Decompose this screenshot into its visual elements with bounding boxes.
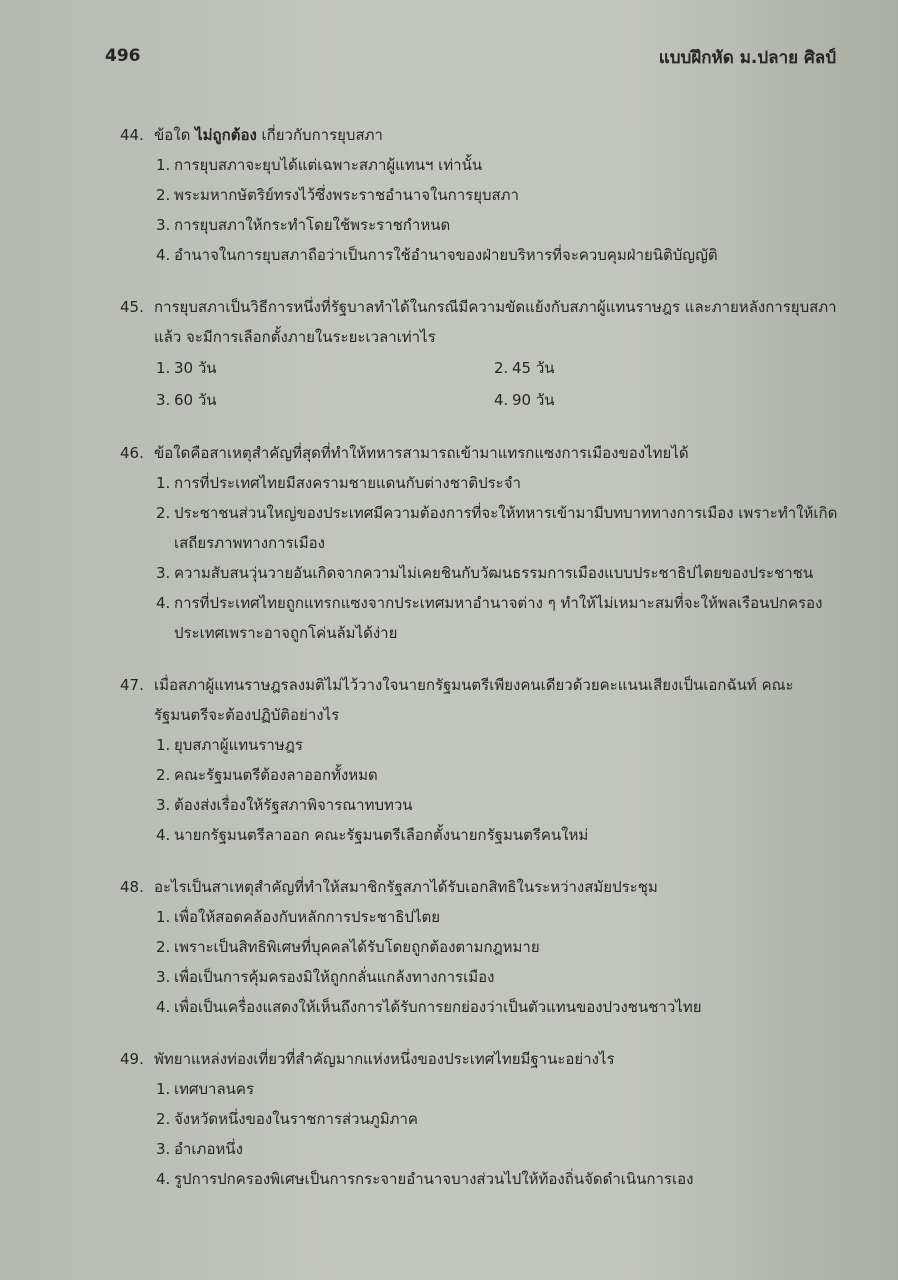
option-text: 60 วัน: [174, 391, 217, 409]
option-number: 2.: [156, 186, 171, 204]
option-list: [156, 730, 840, 850]
option-text: 30 วัน: [174, 359, 217, 377]
option-item: [156, 588, 840, 648]
question-number: 47.: [120, 676, 144, 694]
option-text: รูปการปกครองพิเศษเป็นการกระจายอำนาจบางส่วนไปให้ท้องถิ่นจัดดำเนินการเอง: [174, 1170, 694, 1188]
option-number: 1.: [156, 736, 171, 754]
option-text: ต้องส่งเรื่องให้รัฐสภาพิจารณาทบทวน: [174, 796, 413, 814]
option-item: [156, 932, 840, 962]
question-44: [120, 120, 840, 270]
question-text: อะไรเป็นสาเหตุสำคัญที่ทำให้สมาชิกรัฐสภาได้รับเอกสิทธิในระหว่างสมัยประชุม: [154, 878, 658, 896]
option-list: [156, 1074, 840, 1194]
option-text: ความสับสนวุ่นวายอันเกิดจากความไม่เคยชินกับวัฒนธรรมการเมืองแบบประชาธิปไตยของประชาชน: [174, 564, 814, 582]
option-text: การยุบสภาจะยุบได้แต่เฉพาะสภาผู้แทนฯ เท่านั้น: [174, 156, 483, 174]
option-item: [156, 820, 840, 850]
option-item: [156, 558, 840, 588]
option-text: การยุบสภาให้กระทำโดยใช้พระราชกำหนด: [174, 216, 451, 234]
option-text: เพื่อเป็นเครื่องแสดงให้เห็นถึงการได้รับการยกย่องว่าเป็นตัวแทนของปวงชนชาวไทย: [174, 998, 702, 1016]
option-text: ประชาชนส่วนใหญ่ของประเทศมีความต้องการที่จะให้ทหารเข้ามามีบทบาททางการเมือง เพราะทำให้เกิดเสถียรภาพทางการเมือง: [174, 504, 838, 552]
option-number: 4.: [156, 594, 171, 612]
option-number: 1.: [156, 474, 171, 492]
option-number: 3.: [156, 968, 171, 986]
option-number: 1.: [156, 156, 171, 174]
option-number: 2.: [156, 504, 171, 522]
option-item: [156, 1134, 840, 1164]
option-text: 90 วัน: [512, 391, 555, 409]
option-text: นายกรัฐมนตรีลาออก คณะรัฐมนตรีเลือกตั้งนายกรัฐมนตรีคนใหม่: [174, 826, 589, 844]
option-number: 3.: [156, 1140, 171, 1158]
option-list: [156, 902, 840, 1022]
option-item: [156, 468, 840, 498]
option-item: [156, 962, 840, 992]
option-number: 2.: [156, 1110, 171, 1128]
option-text: พระมหากษัตริย์ทรงไว้ซึ่งพระราชอำนาจในการยุบสภา: [174, 186, 519, 204]
option-item: [156, 1074, 840, 1104]
option-item: [156, 180, 840, 210]
option-text: ยุบสภาผู้แทนราษฎร: [174, 736, 303, 754]
question-48: [120, 872, 840, 1022]
question-text: การยุบสภาเป็นวิธีการหนึ่งที่รัฐบาลทำได้ในกรณีมีความขัดแย้งกับสภาผู้แทนราษฎร และภายหลังการยุบสภาแล้ว จะมีการเลือกตั้งภายในระยะเวลาเท่าไร: [154, 298, 837, 346]
option-item: [156, 240, 840, 270]
question-number: 49.: [120, 1050, 144, 1068]
option-item: [156, 1164, 840, 1194]
question-number: 48.: [120, 878, 144, 896]
option-number: 3.: [156, 796, 171, 814]
question-number: 45.: [120, 298, 144, 316]
question-49: [120, 1044, 840, 1194]
option-item: [156, 210, 840, 240]
option-item: [156, 902, 840, 932]
option-number: 1.: [156, 359, 171, 377]
question-text-part: เกี่ยวกับการยุบสภา: [256, 126, 383, 144]
option-item: [156, 992, 840, 1022]
question-text: เมื่อสภาผู้แทนราษฎรลงมติไม่ไว้วางใจนายกรัฐมนตรีเพียงคนเดียวด้วยคะแนนเสียงเป็นเอกฉันท์ คณะรัฐมนตรีจะต้องปฏิบัติอย่างไร: [154, 676, 794, 724]
question-number: 46.: [120, 444, 144, 462]
option-item: [156, 150, 840, 180]
option-text: คณะรัฐมนตรีต้องลาออกทั้งหมด: [174, 766, 378, 784]
option-number: 4.: [156, 246, 171, 264]
option-item: [494, 352, 794, 384]
option-text: เพื่อเป็นการคุ้มครองมิให้ถูกกลั่นแกล้งทางการเมือง: [174, 968, 495, 986]
option-number: 1.: [156, 1080, 171, 1098]
option-item: [156, 790, 840, 820]
option-item: [156, 760, 840, 790]
option-number: 4.: [494, 391, 509, 409]
option-number: 4.: [156, 1170, 171, 1188]
option-text: เทศบาลนคร: [174, 1080, 255, 1098]
question-46: [120, 438, 840, 648]
question-text-part: ข้อใด: [154, 126, 196, 144]
option-number: 4.: [156, 998, 171, 1016]
option-number: 2.: [156, 938, 171, 956]
option-item: [156, 384, 494, 416]
option-text: เพราะเป็นสิทธิพิเศษที่บุคคลได้รับโดยถูกต้องตามกฎหมาย: [174, 938, 540, 956]
option-text: เพื่อให้สอดคล้องกับหลักการประชาธิปไตย: [174, 908, 441, 926]
option-text: 45 วัน: [512, 359, 555, 377]
option-number: 1.: [156, 908, 171, 926]
page-number: 496: [105, 46, 141, 66]
option-list: [156, 468, 840, 648]
question-45: [120, 292, 840, 416]
option-item: [156, 730, 840, 760]
option-item: [156, 498, 840, 558]
question-text: พัทยาแหล่งท่องเที่ยวที่สำคัญมากแห่งหนึ่งของประเทศไทยมีฐานะอย่างไร: [154, 1050, 615, 1068]
option-list: [156, 150, 840, 270]
option-list: [156, 352, 840, 416]
option-number: 2.: [156, 766, 171, 784]
option-item: [156, 1104, 840, 1134]
option-number: 4.: [156, 826, 171, 844]
question-text: ข้อใดคือสาเหตุสำคัญที่สุดที่ทำให้ทหารสามารถเข้ามาแทรกแซงการเมืองของไทยได้: [154, 444, 689, 462]
page-header: [0, 46, 898, 74]
option-text: อำเภอหนึ่ง: [174, 1140, 243, 1158]
option-item: [156, 352, 494, 384]
option-item: [494, 384, 794, 416]
option-text: การที่ประเทศไทยมีสงครามชายแดนกับต่างชาติประจำ: [174, 474, 521, 492]
option-number: 3.: [156, 391, 171, 409]
question-47: [120, 670, 840, 850]
question-text: [154, 120, 840, 150]
option-text: อำนาจในการยุบสภาถือว่าเป็นการใช้อำนาจของฝ่ายบริหารที่จะควบคุมฝ่ายนิติบัญญัติ: [174, 246, 718, 264]
option-text: การที่ประเทศไทยถูกแทรกแซงจากประเทศมหาอำนาจต่าง ๆ ทำให้ไม่เหมาะสมที่จะให้พลเรือนปกครองประเทศเพราะอาจถูกโค่นล้มได้ง่าย: [174, 594, 823, 642]
option-text: จังหวัดหนึ่งของในราชการส่วนภูมิภาค: [174, 1110, 418, 1128]
question-number: 44.: [120, 126, 144, 144]
option-number: 3.: [156, 564, 171, 582]
question-list: [120, 120, 840, 1216]
option-number: 3.: [156, 216, 171, 234]
option-number: 2.: [494, 359, 509, 377]
book-title: แบบฝึกหัด ม.ปลาย ศิลป์: [658, 48, 836, 68]
question-emphasis: ไม่ถูกต้อง: [195, 126, 257, 144]
